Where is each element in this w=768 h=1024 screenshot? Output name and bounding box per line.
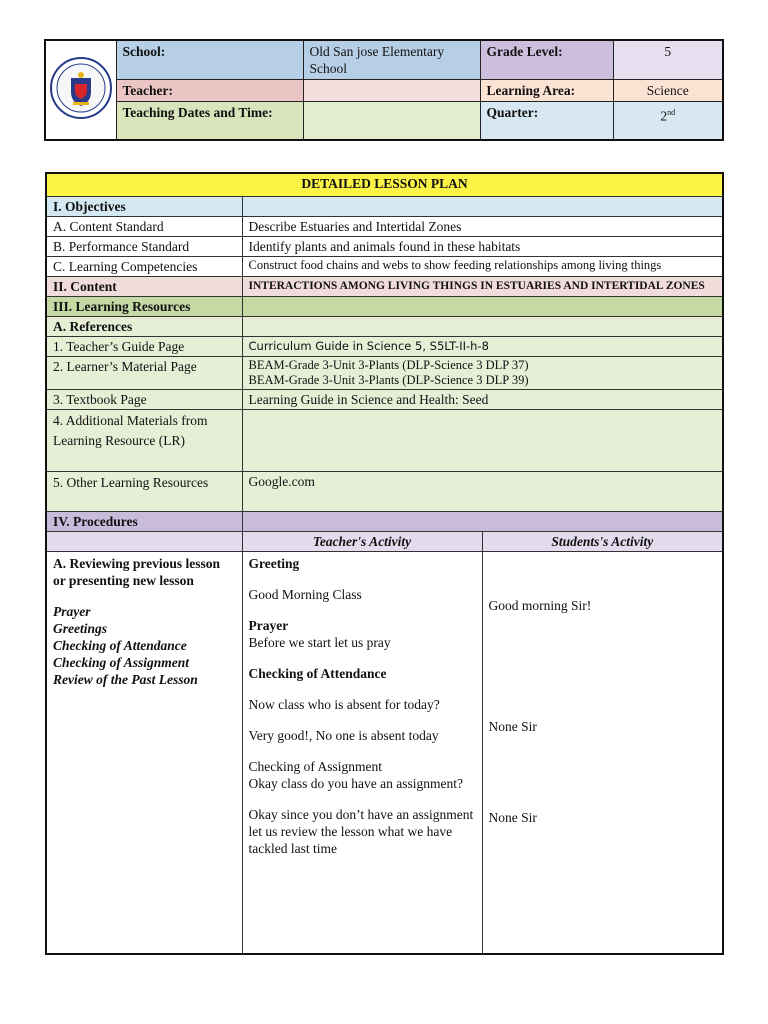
learners-material-cell bbox=[242, 357, 723, 390]
teachers-guide-label: 1. Teacher’s Guide Page bbox=[46, 337, 242, 357]
teacher-value-cell bbox=[303, 80, 480, 102]
step-title: A. Reviewing previous lesson or presenting new lesson bbox=[53, 556, 221, 588]
textbook-label: 3. Textbook Page bbox=[46, 390, 242, 410]
grade-label: Grade Level: bbox=[486, 44, 563, 59]
other-resources-value: Google.com bbox=[242, 472, 723, 512]
step-item-review: Review of the Past Lesson bbox=[53, 672, 198, 687]
quarter-suffix: nd bbox=[667, 108, 676, 117]
activity-header-blank bbox=[46, 532, 242, 552]
school-label: School: bbox=[122, 44, 166, 59]
greeting-text: Good Morning Class bbox=[248, 587, 362, 602]
teachers-guide-value: Curriculum Guide in Science 5, S5LT-II-h-8 bbox=[242, 337, 723, 357]
step-item-assignment: Checking of Assignment bbox=[53, 655, 190, 670]
step-item-prayer: Prayer bbox=[53, 604, 91, 619]
area-value: Science bbox=[646, 83, 689, 98]
area-label-cell bbox=[480, 80, 613, 102]
grade-value-cell bbox=[613, 40, 723, 80]
grade-label-cell bbox=[480, 40, 613, 80]
resources-heading: III. Learning Resources bbox=[46, 297, 242, 317]
lesson-plan-table bbox=[45, 172, 724, 955]
additional-materials-label: 4. Additional Materials from Learning Resource (LR) bbox=[46, 410, 242, 472]
content-value: INTERACTIONS AMONG LIVING THINGS IN ESTUARIES AND INTERTIDAL ZONES bbox=[242, 277, 723, 297]
teacher-label-cell bbox=[116, 80, 303, 102]
prayer-text: Before we start let us pray bbox=[248, 635, 391, 650]
dates-label-cell bbox=[116, 102, 303, 140]
references-label: A. References bbox=[46, 317, 242, 337]
performance-standard-label: B. Performance Standard bbox=[46, 237, 242, 257]
dates-value-cell bbox=[303, 102, 480, 140]
textbook-value: Learning Guide in Science and Health: Seed bbox=[242, 390, 723, 410]
content-standard-label: A. Content Standard bbox=[46, 217, 242, 237]
student-response-assignment: None Sir bbox=[488, 810, 537, 825]
prayer-heading: Prayer bbox=[248, 618, 289, 633]
step-item-greetings: Greetings bbox=[53, 621, 107, 636]
student-response-greeting: Good morning Sir! bbox=[488, 598, 592, 613]
plan-title: DETAILED LESSON PLAN bbox=[46, 173, 723, 197]
step-item-attendance: Checking of Attendance bbox=[53, 638, 187, 653]
dates-label: Teaching Dates and Time: bbox=[122, 105, 273, 120]
teacher-activity-cell bbox=[242, 552, 482, 954]
content-heading: II. Content bbox=[46, 277, 242, 297]
additional-materials-value bbox=[242, 410, 723, 472]
other-resources-label: 5. Other Learning Resources bbox=[46, 472, 242, 512]
teacher-label: Teacher: bbox=[122, 83, 173, 98]
school-label-cell bbox=[116, 40, 303, 80]
student-response-attendance: None Sir bbox=[488, 719, 537, 734]
resources-heading-fill bbox=[242, 297, 723, 317]
school-value-cell bbox=[303, 40, 480, 80]
procedures-heading: IV. Procedures bbox=[46, 512, 242, 532]
quarter-label-cell bbox=[480, 102, 613, 140]
content-standard-value: Describe Estuaries and Intertidal Zones bbox=[242, 217, 723, 237]
grade-value: 5 bbox=[664, 44, 672, 59]
attendance-question: Now class who is absent for today? bbox=[248, 697, 440, 712]
greeting-heading: Greeting bbox=[248, 556, 300, 571]
attendance-response: Very good!, No one is absent today bbox=[248, 728, 439, 743]
deped-logo bbox=[45, 40, 116, 140]
procedure-step-cell bbox=[46, 552, 242, 954]
quarter-value-cell bbox=[613, 102, 723, 140]
competencies-value: Construct food chains and webs to show feeding relationships among living things bbox=[242, 257, 723, 277]
objectives-heading-fill bbox=[242, 197, 723, 217]
review-text: Okay since you don’t have an assignment let us review the lesson what we have tackled last time bbox=[248, 807, 474, 856]
seal-icon bbox=[49, 56, 113, 120]
learners-material-value-2: BEAM-Grade 3-Unit 3-Plants (DLP-Science 3 DLP 39) bbox=[248, 373, 529, 387]
learners-material-value-1: BEAM-Grade 3-Unit 3-Plants (DLP-Science 3 DLP 37) bbox=[248, 358, 529, 372]
quarter-label: Quarter: bbox=[486, 105, 539, 120]
area-value-cell bbox=[613, 80, 723, 102]
school-value: Old San jose Elementary School bbox=[309, 44, 445, 76]
assignment-question: Okay class do you have an assignment? bbox=[248, 776, 463, 791]
teacher-activity-header: Teacher's Activity bbox=[242, 532, 482, 552]
competencies-label: C. Learning Competencies bbox=[46, 257, 242, 277]
area-label: Learning Area: bbox=[486, 83, 576, 98]
performance-standard-value: Identify plants and animals found in these habitats bbox=[242, 237, 723, 257]
assignment-heading: Checking of Assignment bbox=[248, 759, 382, 774]
objectives-heading: I. Objectives bbox=[46, 197, 242, 217]
student-activity-cell bbox=[482, 552, 723, 954]
references-fill bbox=[242, 317, 723, 337]
attendance-heading: Checking of Attendance bbox=[248, 666, 387, 681]
learners-material-label: 2. Learner’s Material Page bbox=[46, 357, 242, 390]
student-activity-header: Students's Activity bbox=[482, 532, 723, 552]
quarter-value: 2 bbox=[660, 108, 668, 124]
procedures-heading-fill bbox=[242, 512, 723, 532]
header-table bbox=[44, 39, 724, 141]
